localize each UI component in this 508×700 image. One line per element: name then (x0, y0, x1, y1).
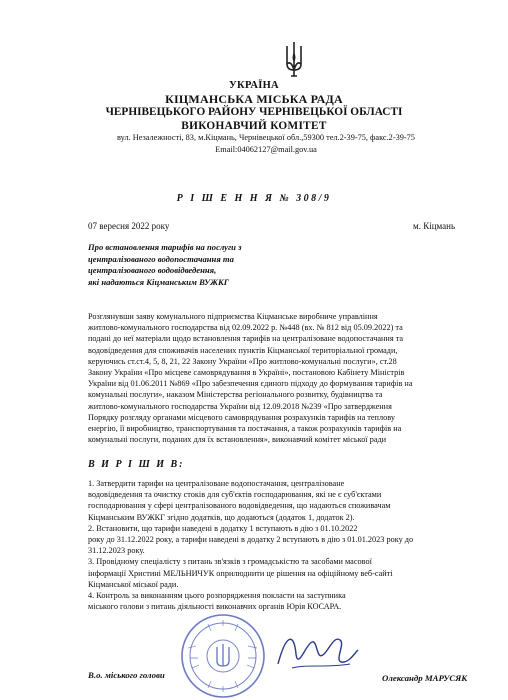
item-3-line: 3. Провідному спеціалісту з питань зв'язків з громадськістю та засобами масової (88, 557, 372, 567)
subject-line: централізованого водопостачання та (88, 253, 234, 264)
item-2-line: 31.12.2023 року. (88, 546, 145, 556)
header-district: ЧЕРНІВЕЦЬКОГО РАЙОНУ ЧЕРНІВЕЦЬКОЇ ОБЛАСТІ (105, 106, 403, 118)
preamble-line: Закону України «Про місцеве самоврядування в Україні», постановою Кабінету Міністрів (88, 368, 405, 378)
item-1-line: водовідведення та очистку стоків для суб'єктів господарювання, які не є суб'єктами (88, 490, 382, 500)
decision-title: Р І Ш Е Н Н Я № 308/9 (176, 193, 332, 204)
item-1-line: Кіцманським ВУЖКГ згідно додатків, що додаються (додаток 1, додаток 2). (88, 512, 355, 522)
subject-line: централізованого водовідведення, (88, 265, 217, 276)
item-1-line: господарювання у сфері централізованого водовідведення, що надаються споживачам (88, 501, 391, 511)
preamble-line: комунальні послуги», наказом Міністерства регіонального розвитку, будівництва та (88, 390, 383, 400)
item-4-line: 4. Контроль за виконанням цього розпорядження покласти на заступника (88, 591, 346, 601)
item-4-line: міського голови з питань діяльності виконавчих органів Юрія КОСАРА. (88, 602, 342, 612)
preamble-line: житлово-комунального господарства від 02.09.2022 р. №448 (вх. № 812 від 05.09.2022) та (88, 323, 403, 333)
subject-line: які надаються Кіцманським ВУЖКГ (88, 276, 229, 287)
preamble-line: енергію, її виробництво, транспортування та постачання, а також розрахунків тарифів на (88, 424, 402, 434)
item-2-line: 2. Встановити, що тарифи наведені в додатку 1 вступають в дію з 01.10.2022 (88, 523, 358, 533)
preamble-line: Порядку розгляду органами місцевого самоврядування розрахунків тарифів на теплову (88, 412, 395, 422)
header-council: КІЦМАНСЬКА МІСЬКА РАДА (165, 92, 343, 106)
item-1-line: 1. Затвердити тарифи на централізоване водопостачання, централізоване (88, 479, 345, 488)
signatory-name: Олександр МАРУСЯК (382, 673, 468, 683)
trident-emblem-icon (283, 40, 305, 78)
resolve-heading: В И Р І Ш И В: (88, 459, 185, 470)
header-address: вул. Незалежності, 83, м.Кіцмань, Чернівецької обл.,59300 тел.2-39-75, факс.2-39-75 (117, 133, 415, 142)
signatory-title: В.о. міського голови (88, 670, 165, 680)
resolution-items (88, 478, 488, 612)
item-3-line: інформації Христині МЕЛЬНИЧУК оприлюднити це рішення на офіційному веб-сайті (88, 568, 393, 578)
preamble-line: подані до неї матеріали щодо встановлення тарифів на централізоване водопостачання та (88, 334, 404, 344)
decision-place: м. Кіцмань (413, 221, 456, 231)
preamble-line: керуючись ст.ст.4, 5, 8, 21, 22 Закону України «Про житлово-комунальні послуги», ст.28 (88, 356, 397, 366)
header-country: УКРАЇНА (229, 80, 279, 91)
decision-subject (88, 242, 348, 288)
preamble-line: житлово-комунального господарства України від 12.09.2018 №239 «Про затвердження (88, 401, 392, 411)
header-executive-committee: ВИКОНАВЧИЙ КОМІТЕТ (181, 120, 327, 132)
preamble-line: України від 01.06.2011 №869 «Про забезпечення єдиного підходу до формування тарифів на (88, 379, 413, 389)
handwritten-signature-icon (272, 624, 360, 680)
header-email: Email:04062127@mail.gov.ua (215, 145, 317, 154)
item-3-line: Кіцманської міської ради. (88, 579, 179, 589)
item-2-line: року до 31.12.2022 року, а тарифи наведені в додатку 2 вступають в дію з 01.01.2023 року до (88, 535, 414, 545)
preamble-paragraph (88, 311, 488, 445)
preamble-line: комунальні послуги, поданих для їх встановлення», виконавчий комітет міської ради (88, 435, 387, 445)
preamble-line: Розглянувши заяву комунального підприємства Кіцманське виробниче управління (88, 312, 378, 321)
subject-line: Про встановлення тарифів на послуги з (88, 242, 242, 252)
official-seal-icon (178, 612, 268, 700)
preamble-line: водовідведення для споживачів населених пунктів Кіцманської територіальної громади, (88, 345, 398, 355)
decision-date: 07 вересня 2022 року (88, 221, 170, 231)
